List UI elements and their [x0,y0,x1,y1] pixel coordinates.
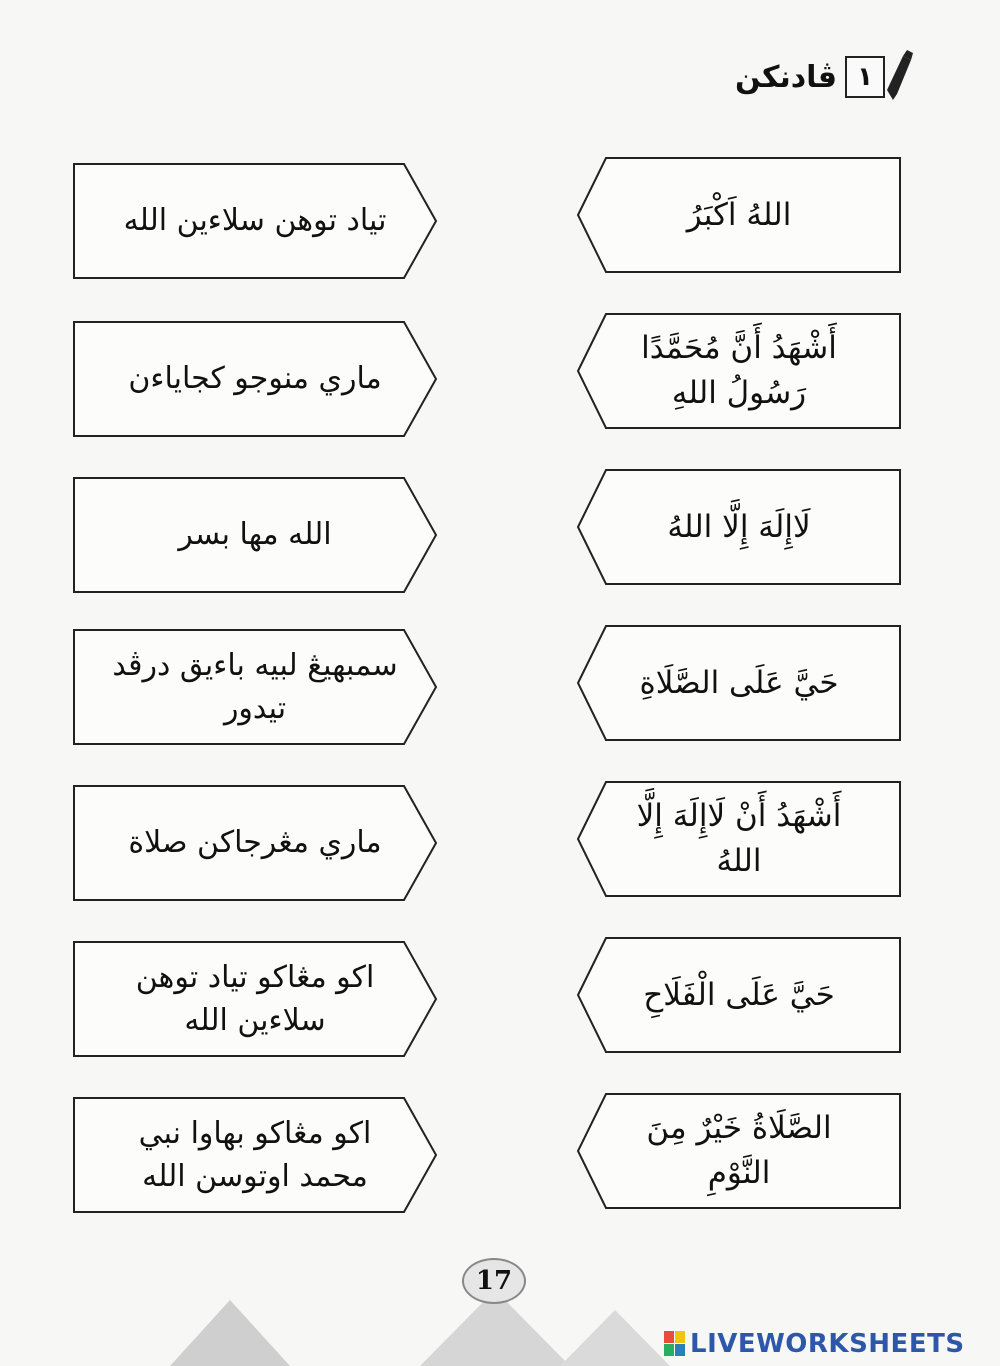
liveworksheets-watermark[interactable] [664,1326,994,1362]
right-card-4[interactable] [576,624,902,742]
card-text: ماري مڠرجاكن صلاة [128,825,382,861]
left-card-3[interactable] [72,476,438,594]
card-text: الله مها بسر [178,517,332,553]
decorative-triangle [560,1310,670,1366]
exercise-number: ١ [845,56,885,98]
left-card-1[interactable] [72,162,438,280]
card-text: الصَّلَاةُ خَيْرٌ مِنَ النَّوْمِ [646,1110,832,1191]
card-text: لَاإِلَهَ إِلَّا اللهُ [667,508,811,545]
card-text: أَشْهَدُ أَنَّ مُحَمَّدًا رَسُولُ اللهِ [641,330,837,411]
card-text: اللهُ اَكْبَرُ [686,196,792,233]
exercise-header [725,50,905,110]
card-text: ماري منوجو كجاياءن [128,361,382,397]
right-card-6[interactable] [576,936,902,1054]
left-card-5[interactable] [72,784,438,902]
exercise-title: ڤادنكن [735,60,838,95]
card-text: سمبهيڠ لبيه باءيق درڤد تيدور [112,647,398,726]
right-card-1[interactable] [576,156,902,274]
decorative-triangle [170,1300,290,1366]
card-text: أَشْهَدُ أَنْ لَاإِلَهَ إِلَّا اللهُ [636,798,842,879]
right-card-5[interactable] [576,780,902,898]
card-text: حَيَّ عَلَى الْفَلَاحِ [643,976,835,1013]
right-card-7[interactable] [576,1092,902,1210]
left-card-2[interactable] [72,320,438,438]
card-text: اكو مڠاكو بهاوا نبي محمد اوتوسن الله [138,1115,372,1194]
pencil-icon [879,50,913,104]
left-card-7[interactable] [72,1096,438,1214]
left-card-4[interactable] [72,628,438,746]
card-text: اكو مڠاكو تياد توهن سلاءين الله [135,959,375,1038]
left-card-6[interactable] [72,940,438,1058]
page-number: 17 [462,1258,526,1304]
right-card-2[interactable] [576,312,902,430]
liveworksheets-logo-icon [664,1331,686,1357]
card-text: حَيَّ عَلَى الصَّلَاةِ [639,664,839,701]
watermark-text: LIVEWORKSHEETS [690,1329,965,1359]
right-card-3[interactable] [576,468,902,586]
card-text: تياد توهن سلاءين الله [123,203,387,239]
